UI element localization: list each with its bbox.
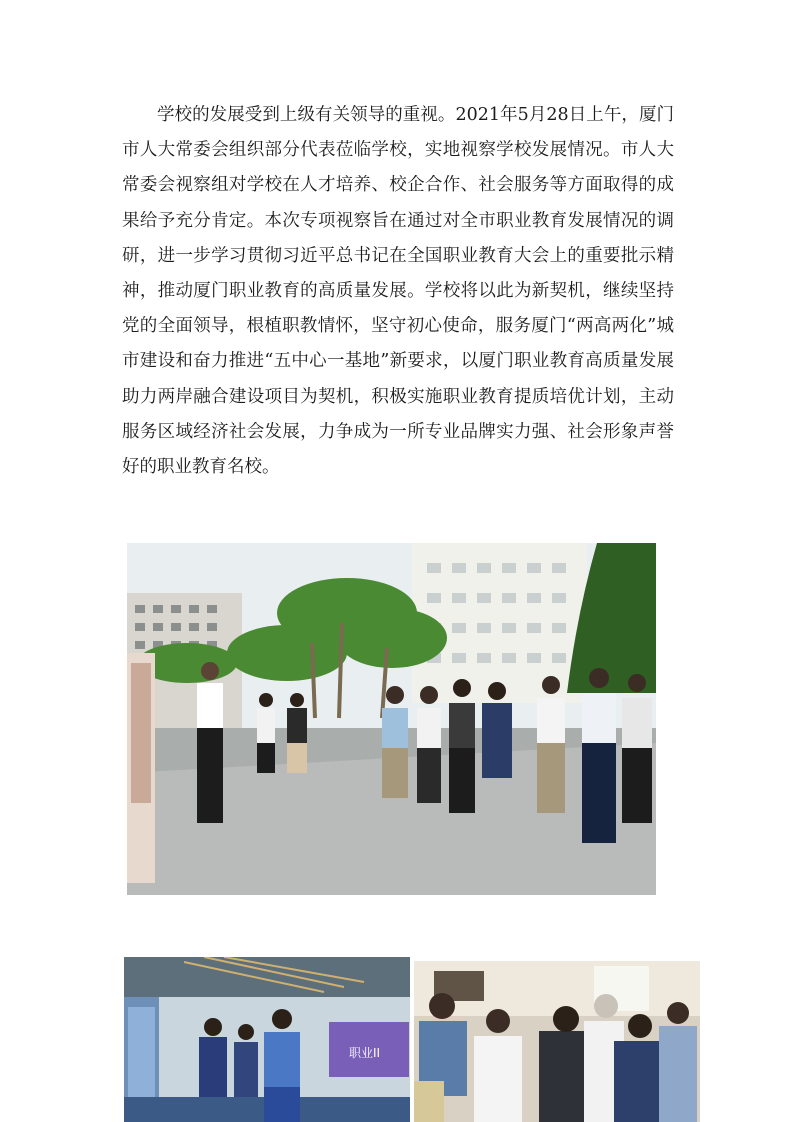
photo-exhibition-hall <box>124 957 410 1122</box>
body-paragraph: 学校的发展受到上级有关领导的重视。2021年5月28日上午，厦门市人大常委会组织部分代表莅临学校，实地视察学校发展情况。市人大常委会视察组对学校在人才培养、校企合作、社会服务等方面取得的成果给予充分肯定。本次专项视察旨在通过对全市职业教育发展情况的调研，进一步学习贯彻习近平总书记在全国职业教育大会上的重要批示精神，推动厦门职业教育的高质量发展。学校将以此为新契机，继续坚持党的全面领导，根植职教情怀，坚守初心使命，服务厦门“两高两化”城市建设和奋力推进“五中心一基地”新要求，以厦门职业教育高质量发展助力两岸融合建设项目为契机，积极实施职业教育提质培优计划，主动服务区域经济社会发展，力争成为一所专业品牌实力强、社会形象声誉好的职业教育名校。 <box>122 105 674 478</box>
photo-group-visit <box>414 961 700 1122</box>
photo-outdoor-inspection <box>127 543 656 895</box>
hall-screen-label: 职业II <box>349 1046 381 1060</box>
